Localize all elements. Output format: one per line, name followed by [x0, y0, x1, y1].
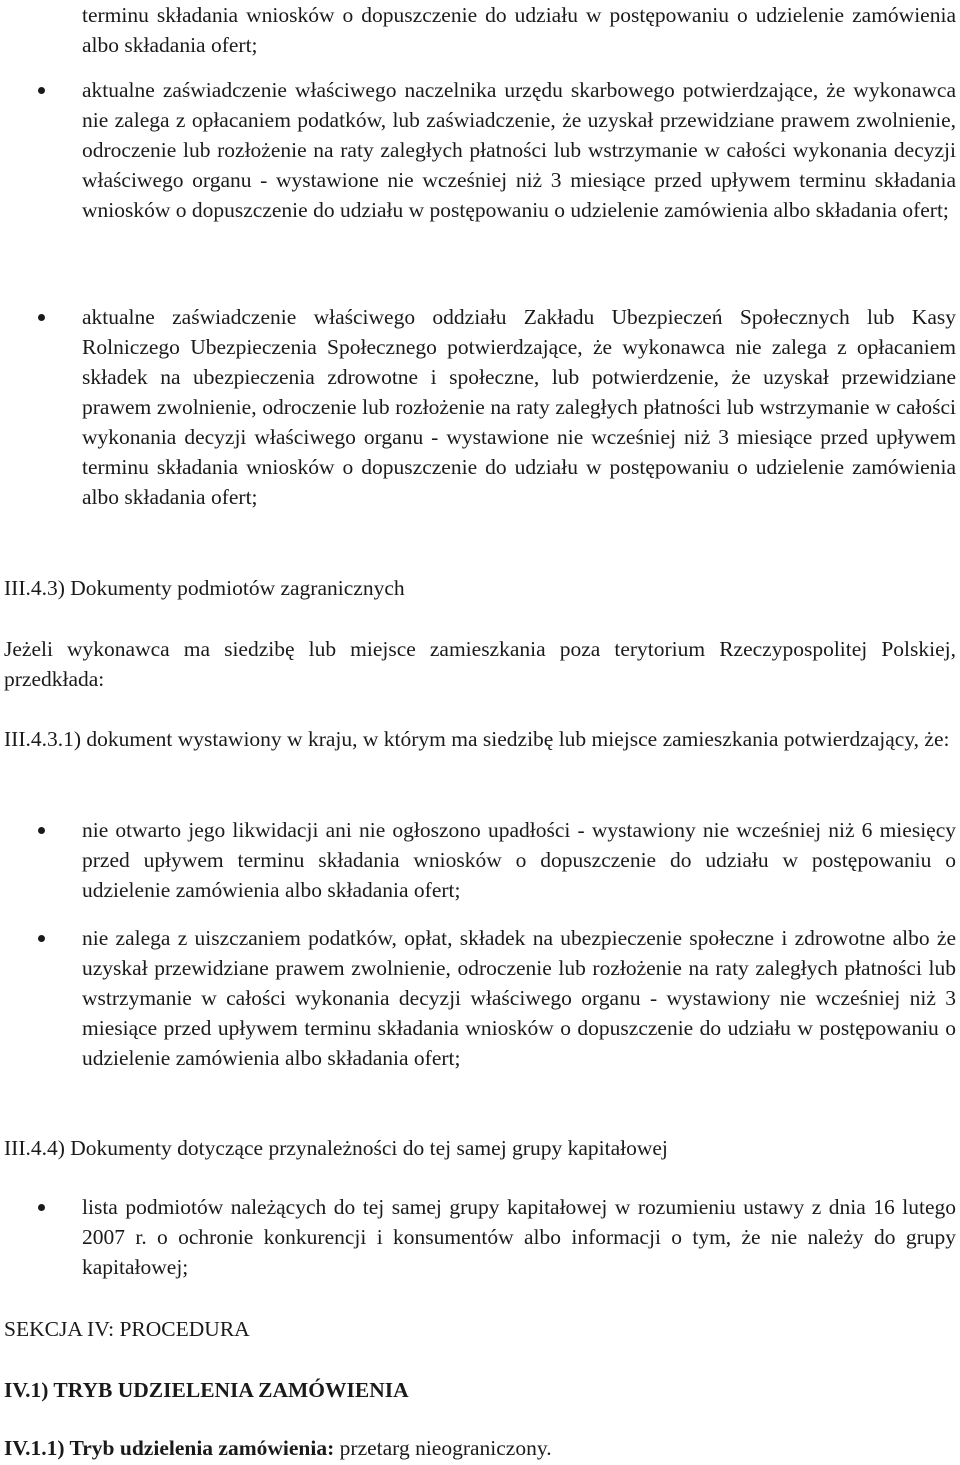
- procedure-mode-line: [4, 1433, 956, 1463]
- bullet-icon: [38, 1204, 45, 1211]
- list-item-continuation: [4, 0, 956, 60]
- procedure-mode-label: IV.1.1) Tryb udzielenia zamówienia:: [4, 1436, 335, 1460]
- bullet-icon: [38, 87, 45, 94]
- list-item-tax-certificate: [4, 75, 956, 225]
- procedure-mode-heading: IV.1) TRYB UDZIELENIA ZAMÓWIENIA: [4, 1378, 409, 1402]
- bullet-icon: [38, 827, 45, 834]
- list-item-text: aktualne zaświadczenie właściwego naczelnika urzędu skarbowego potwierdzające, że wykonawca nie zalega z opłacaniem podatków, lub zaświadczenie, że uzyskał przewidziane prawem zwolnienie, odroczenie lub rozłożenie na raty zaległych płatności lub wstrzymanie w całości wykonania decyzji właściwego organu - wystawione nie wcześniej niż 3 miesiące przed upływem terminu składania wniosków o dopuszczenie do udziału w postępowaniu o udzielenie zamówienia albo składania ofert;: [82, 78, 956, 222]
- list-item-liquidation: [4, 815, 956, 905]
- continuation-text: terminu składania wniosków o dopuszczenie do udziału w postępowaniu o udzielenie zamówienia albo składania ofert;: [82, 3, 956, 57]
- foreign-sub-heading: III.4.3.1) dokument wystawiony w kraju, w którym ma siedzibę lub miejsce zamieszkania potwierdzający, że:: [4, 727, 950, 751]
- section-heading-foreign: III.4.3) Dokumenty podmiotów zagranicznych: [4, 576, 405, 600]
- list-item-text: aktualne zaświadczenie właściwego oddziału Zakładu Ubezpieczeń Społecznych lub Kasy Rolniczego Ubezpieczenia Społecznego potwierdzające, że wykonawca nie zalega z opłacaniem składek na ubezpieczenia zdrowotne i społeczne, lub potwierdzenie, że uzyskał przewidziane prawem zwolnienie, odroczenie lub rozłożenie na raty zaległych płatności lub wstrzymanie w całości wykonania decyzji właściwego organu - wystawione nie wcześniej niż 3 miesiące przed upływem terminu składania wniosków o dopuszczenie do udziału w postępowaniu o udzielenie zamówienia albo składania ofert;: [82, 305, 956, 509]
- bullet-icon: [38, 935, 45, 942]
- procedure-mode-value: przetarg nieograniczony.: [334, 1436, 552, 1460]
- list-item-text: nie zalega z uiszczaniem podatków, opłat, składek na ubezpieczenie społeczne i zdrowotne albo że uzyskał przewidziane prawem zwolnienie, odroczenie lub rozłożenie na raty zaległych płatności lub wstrzymanie w całości wykonania decyzji właściwego organu - wystawiony nie wcześniej niż 3 miesiące przed upływem terminu składania wniosków o dopuszczenie do udziału w postępowaniu o udzielenie zamówienia albo składania ofert;: [82, 926, 956, 1070]
- list-item-zus-certificate: [4, 302, 956, 512]
- section-iv-heading: SEKCJA IV: PROCEDURA: [4, 1317, 250, 1341]
- section-heading-capital-group: III.4.4) Dokumenty dotyczące przynależności do tej samej grupy kapitałowej: [4, 1136, 668, 1160]
- bullet-icon: [38, 314, 45, 321]
- list-item-foreign-taxes: [4, 923, 956, 1073]
- foreign-intro: Jeżeli wykonawca ma siedzibę lub miejsce zamieszkania poza terytorium Rzeczypospolitej Polskiej, przedkłada:: [4, 637, 956, 691]
- list-item-capital-group: [4, 1192, 956, 1282]
- list-item-text: lista podmiotów należących do tej samej grupy kapitałowej w rozumieniu ustawy z dnia 16 lutego 2007 r. o ochronie konkurencji i konsumentów albo informacji o tym, że nie należy do grupy kapitałowej;: [82, 1195, 956, 1279]
- list-item-text: nie otwarto jego likwidacji ani nie ogłoszono upadłości - wystawiony nie wcześniej niż 6 miesięcy przed upływem terminu składania wniosków o dopuszczenie do udziału w postępowaniu o udzielenie zamówienia albo składania ofert;: [82, 818, 956, 902]
